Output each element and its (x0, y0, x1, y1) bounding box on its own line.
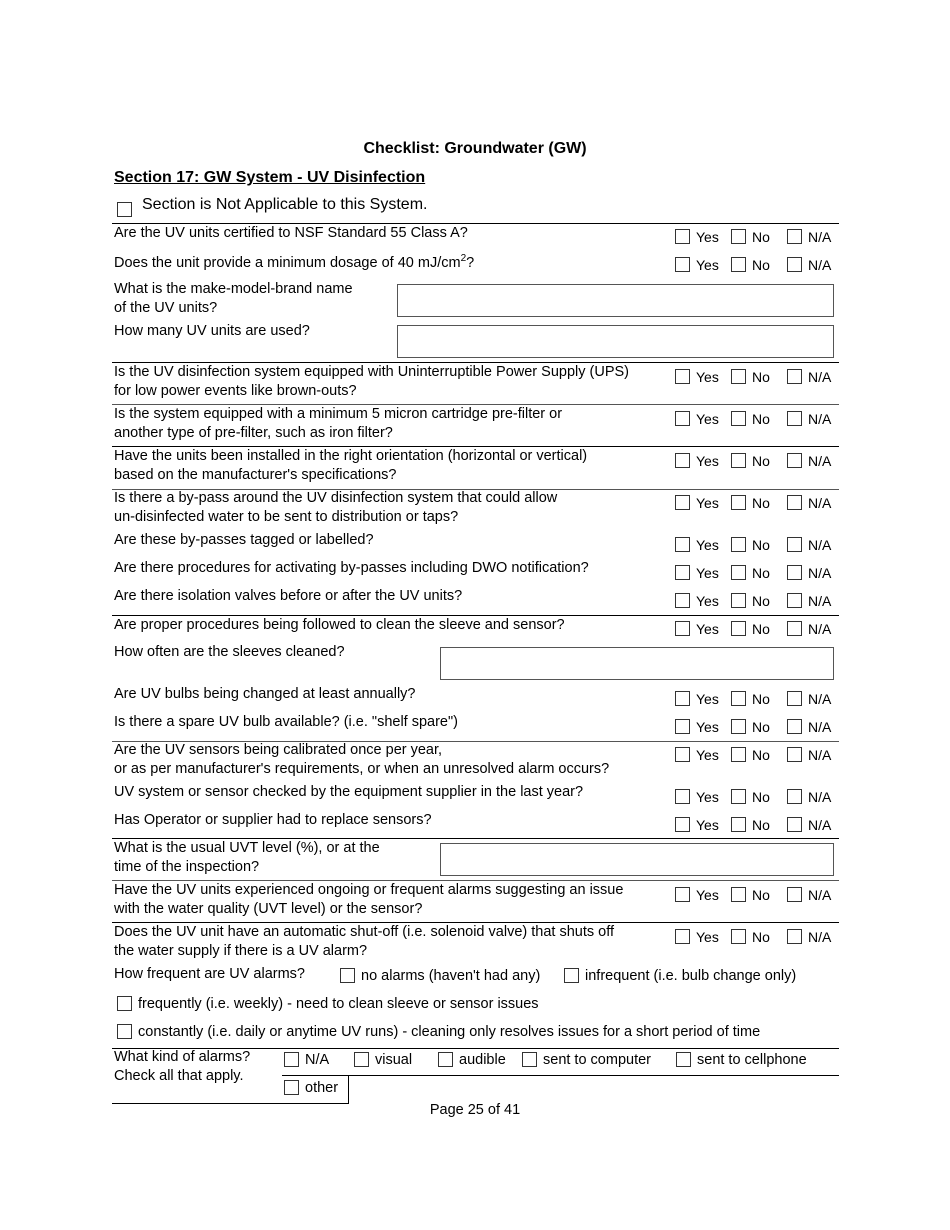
sleeve-cleaning-field[interactable] (440, 647, 834, 680)
na-checkbox[interactable] (787, 817, 802, 832)
answer-group: Yes No N/A (674, 257, 844, 273)
na-checkbox[interactable] (787, 369, 802, 384)
yes-checkbox[interactable] (675, 565, 690, 580)
yes-checkbox[interactable] (675, 257, 690, 272)
alarm-kind-audible-option[interactable]: audible (438, 1052, 506, 1069)
no-checkbox[interactable] (731, 495, 746, 510)
checkbox[interactable] (676, 1052, 691, 1067)
question-auto-shutoff: Does the UV unit have an automatic shut-off (i.e. solenoid valve) that shuts off the water supply if there is a UV alarm? (114, 924, 614, 959)
answer-group: Yes No N/A (674, 887, 844, 903)
answer-group: Yes No N/A (674, 229, 844, 245)
answer-group: Yes No N/A (674, 369, 844, 385)
no-checkbox[interactable] (731, 719, 746, 734)
checkbox[interactable] (284, 1052, 299, 1067)
alarm-freq-infrequent-option[interactable]: infrequent (i.e. bulb change only) (564, 968, 796, 985)
na-checkbox[interactable] (787, 747, 802, 762)
alarm-kind-na-option[interactable]: N/A (284, 1052, 329, 1069)
question-min-dosage: Does the unit provide a minimum dosage of 40 $mJ/cm^2$? (114, 253, 475, 271)
answer-group: Yes No N/A (674, 691, 844, 707)
na-checkbox[interactable] (787, 537, 802, 552)
no-checkbox[interactable] (731, 621, 746, 636)
question-spare-bulb: Is there a spare UV bulb available? (i.e. "shelf spare") (114, 714, 458, 730)
na-checkbox[interactable] (787, 621, 802, 636)
answer-group: Yes No N/A (674, 537, 844, 553)
yes-checkbox[interactable] (675, 747, 690, 762)
document-title: Checklist: Groundwater (GW) (363, 140, 587, 157)
question-orientation: Have the units been installed in the right orientation (horizontal or vertical) based on the manufacturer's specifications? (114, 448, 588, 483)
question-bypass-tagged: Are these by-passes tagged or labelled? (114, 532, 374, 548)
section-heading: Section 17: GW System - UV Disinfection (114, 169, 426, 186)
cell-divider (348, 1075, 349, 1103)
answer-group: Yes No N/A (674, 495, 844, 511)
yes-checkbox[interactable] (675, 537, 690, 552)
no-checkbox[interactable] (731, 229, 746, 244)
yes-checkbox[interactable] (675, 369, 690, 384)
question-cleaning-procedures: Are proper procedures being followed to clean the sleeve and sensor? (114, 617, 565, 633)
answer-group: Yes No N/A (674, 719, 844, 735)
no-checkbox[interactable] (731, 929, 746, 944)
yes-checkbox[interactable] (675, 453, 690, 468)
question-replace-sensors: Has Operator or supplier had to replace sensors? (114, 812, 432, 828)
no-checkbox[interactable] (731, 565, 746, 580)
yes-checkbox[interactable] (675, 495, 690, 510)
alarm-kind-other-option[interactable]: other (284, 1080, 338, 1097)
no-checkbox[interactable] (731, 887, 746, 902)
alarm-freq-frequent-option[interactable]: frequently (i.e. weekly) - need to clean sleeve or sensor issues (117, 996, 539, 1013)
no-checkbox[interactable] (731, 789, 746, 804)
question-uvt-level: What is the usual UVT level (%), or at the time of the inspection? (114, 840, 380, 875)
yes-checkbox[interactable] (675, 621, 690, 636)
no-checkbox[interactable] (731, 747, 746, 762)
na-checkbox[interactable] (787, 887, 802, 902)
alarm-kind-label: What kind of alarms? Check all that apply. (114, 1049, 251, 1084)
checkbox[interactable] (284, 1080, 299, 1095)
not-applicable-label: Section is Not Applicable to this System. (142, 196, 428, 213)
answer-group: Yes No N/A (674, 593, 844, 609)
question-nsf-certified: Are the UV units certified to NSF Standard 55 Class A? (114, 225, 468, 241)
make-model-field[interactable] (397, 284, 834, 317)
yes-checkbox[interactable] (675, 719, 690, 734)
answer-group: Yes No N/A (674, 929, 844, 945)
yes-checkbox[interactable] (675, 929, 690, 944)
checkbox[interactable] (564, 968, 579, 983)
yes-checkbox[interactable] (675, 229, 690, 244)
uvt-level-field[interactable] (440, 843, 834, 876)
no-checkbox[interactable] (731, 593, 746, 608)
alarm-frequency-label: How frequent are UV alarms? (114, 966, 305, 982)
na-checkbox[interactable] (787, 495, 802, 510)
na-checkbox[interactable] (787, 565, 802, 580)
no-checkbox[interactable] (731, 537, 746, 552)
alarm-freq-none-option[interactable]: no alarms (haven't had any) (340, 968, 540, 985)
question-prefilter: Is the system equipped with a minimum 5 micron cartridge pre-filter or another type of pre-filter, such as iron filter? (114, 406, 563, 441)
question-bypass: Is there a by-pass around the UV disinfection system that could allow un-disinfected water to be sent to distribution or taps? (114, 490, 558, 525)
checkbox[interactable] (354, 1052, 369, 1067)
no-checkbox[interactable] (731, 369, 746, 384)
na-checkbox[interactable] (787, 411, 802, 426)
checkbox[interactable] (117, 1024, 132, 1039)
question-ups: Is the UV disinfection system equipped with Uninterruptible Power Supply (UPS) for low power events like brown-outs? (114, 364, 629, 399)
answer-group: Yes No N/A (674, 411, 844, 427)
question-bulbs-changed: Are UV bulbs being changed at least annually? (114, 686, 416, 702)
unit-count-field[interactable] (397, 325, 834, 358)
yes-checkbox[interactable] (675, 887, 690, 902)
answer-group: Yes No N/A (674, 621, 844, 637)
question-make-model: What is the make-model-brand name of the UV units? (114, 281, 353, 316)
no-checkbox[interactable] (731, 691, 746, 706)
yes-checkbox[interactable] (675, 691, 690, 706)
question-sleeve-cleaning: How often are the sleeves cleaned? (114, 644, 345, 660)
yes-checkbox[interactable] (675, 411, 690, 426)
na-checkbox[interactable] (787, 789, 802, 804)
checkbox[interactable] (522, 1052, 537, 1067)
not-applicable-checkbox[interactable] (117, 202, 132, 217)
na-checkbox[interactable] (787, 229, 802, 244)
answer-group: Yes No N/A (674, 817, 844, 833)
no-checkbox[interactable] (731, 257, 746, 272)
na-checkbox[interactable] (787, 719, 802, 734)
yes-checkbox[interactable] (675, 593, 690, 608)
answer-group: Yes No N/A (674, 565, 844, 581)
question-unit-count: How many UV units are used? (114, 323, 310, 339)
checkbox[interactable] (438, 1052, 453, 1067)
na-checkbox[interactable] (787, 453, 802, 468)
alarm-kind-computer-option[interactable]: sent to computer (522, 1052, 651, 1069)
question-bypass-procedures: Are there procedures for activating by-passes including DWO notification? (114, 560, 589, 576)
row-divider (282, 1075, 839, 1076)
checkbox[interactable] (117, 996, 132, 1011)
na-checkbox[interactable] (787, 257, 802, 272)
na-checkbox[interactable] (787, 593, 802, 608)
yes-checkbox[interactable] (675, 817, 690, 832)
checkbox[interactable] (340, 968, 355, 983)
na-checkbox[interactable] (787, 691, 802, 706)
alarm-kind-visual-option[interactable]: visual (354, 1052, 412, 1069)
question-supplier-check: UV system or sensor checked by the equipment supplier in the last year? (114, 784, 584, 800)
answer-group: Yes No N/A (674, 747, 844, 763)
no-checkbox[interactable] (731, 453, 746, 468)
alarm-freq-constant-option[interactable]: constantly (i.e. daily or anytime UV runs) - cleaning only resolves issues for a short period of time (117, 1024, 760, 1041)
question-frequent-alarms: Have the UV units experienced ongoing or frequent alarms suggesting an issue with the water quality (UVT level) or the sensor? (114, 882, 624, 917)
answer-group: Yes No N/A (674, 453, 844, 469)
page-number: Page 25 of 41 (429, 1102, 521, 1118)
alarm-kind-cellphone-option[interactable]: sent to cellphone (676, 1052, 807, 1069)
answer-group: Yes No N/A (674, 789, 844, 805)
question-isolation-valves: Are there isolation valves before or after the UV units? (114, 588, 463, 604)
na-checkbox[interactable] (787, 929, 802, 944)
yes-checkbox[interactable] (675, 789, 690, 804)
question-sensor-calibration: Are the UV sensors being calibrated once per year, or as per manufacturer's requirements, or when an unresolved alarm occurs? (114, 742, 610, 777)
no-checkbox[interactable] (731, 817, 746, 832)
no-checkbox[interactable] (731, 411, 746, 426)
